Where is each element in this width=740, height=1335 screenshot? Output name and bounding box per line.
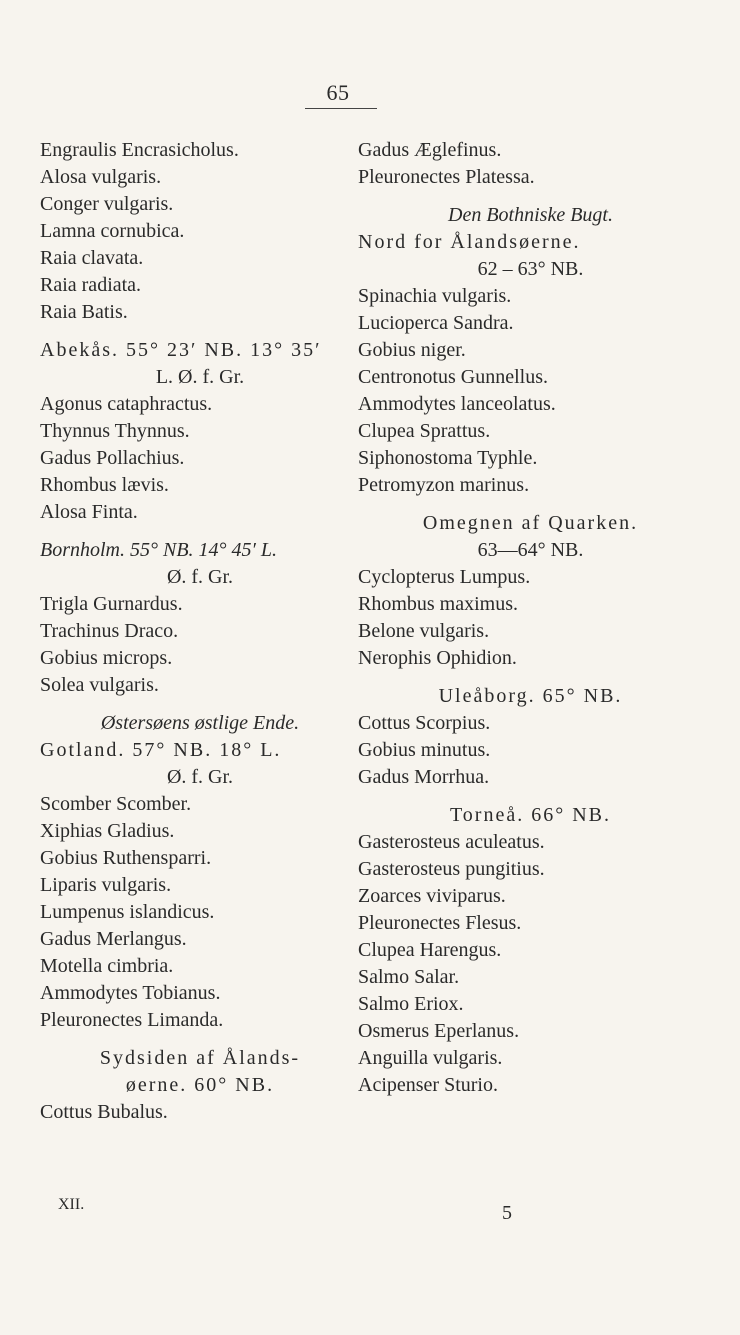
locality-heading: Sydsiden af Ålands- bbox=[99, 1047, 301, 1069]
locality-heading: 62 – 63° NB. bbox=[477, 258, 584, 280]
species-entry: Engraulis Encrasicholus. bbox=[40, 139, 239, 161]
species-entry: Cyclopterus Lumpus. bbox=[358, 566, 531, 588]
species-entry: Gobius niger. bbox=[358, 339, 466, 361]
species-entry: Alosa Finta. bbox=[40, 501, 138, 523]
species-entry: Nerophis Ophidion. bbox=[358, 647, 517, 669]
species-entry: Petromyzon marinus. bbox=[358, 474, 530, 496]
locality-heading: Ø. f. Gr. bbox=[166, 766, 234, 788]
section-gap bbox=[358, 791, 703, 802]
section-gap bbox=[358, 499, 703, 510]
species-entry: Gadus Merlangus. bbox=[40, 928, 187, 950]
section-gap bbox=[40, 326, 360, 337]
species-entry: Scomber Scomber. bbox=[40, 793, 192, 815]
signature-mark: XII. bbox=[58, 1196, 85, 1213]
locality-heading: Gotland. 57° NB. 18° L. bbox=[40, 739, 282, 761]
page-number-rule bbox=[305, 108, 377, 109]
locality-heading: Abekås. 55° 23′ NB. 13° 35′ bbox=[40, 339, 322, 361]
species-entry: Clupea Sprattus. bbox=[358, 420, 491, 442]
species-entry: Zoarces viviparus. bbox=[358, 885, 506, 907]
species-entry: Trachinus Draco. bbox=[40, 620, 179, 642]
species-entry: Cottus Bubalus. bbox=[40, 1101, 168, 1123]
species-entry: Gasterosteus pungitius. bbox=[358, 858, 545, 880]
species-entry: Trigla Gurnardus. bbox=[40, 593, 183, 615]
species-entry: Thynnus Thynnus. bbox=[40, 420, 190, 442]
locality-heading: L. Ø. f. Gr. bbox=[155, 366, 245, 388]
species-entry: Gadus Pollachius. bbox=[40, 447, 185, 469]
species-entry: Conger vulgaris. bbox=[40, 193, 174, 215]
species-entry: Alosa vulgaris. bbox=[40, 166, 162, 188]
species-entry: Acipenser Sturio. bbox=[358, 1074, 498, 1096]
species-entry: Lumpenus islandicus. bbox=[40, 901, 215, 923]
species-entry: Ammodytes lanceolatus. bbox=[358, 393, 556, 415]
species-entry: Rhombus lævis. bbox=[40, 474, 169, 496]
locality-heading: Omegnen af Quarken. bbox=[422, 512, 639, 534]
species-entry: Spinachia vulgaris. bbox=[358, 285, 512, 307]
species-entry: Gadus Æglefinus. bbox=[358, 139, 502, 161]
locality-heading: Ø. f. Gr. bbox=[166, 566, 234, 588]
section-gap bbox=[40, 526, 360, 537]
locality-heading: Østersøens østlige Ende. bbox=[100, 712, 300, 734]
species-entry: Xiphias Gladius. bbox=[40, 820, 175, 842]
species-entry: Salmo Salar. bbox=[358, 966, 460, 988]
species-entry: Anguilla vulgaris. bbox=[358, 1047, 503, 1069]
species-entry: Raia Batis. bbox=[40, 301, 128, 323]
species-entry: Ammodytes Tobianus. bbox=[40, 982, 221, 1004]
locality-heading: Den Bothniske Bugt. bbox=[448, 204, 613, 226]
species-entry: Belone vulgaris. bbox=[358, 620, 490, 642]
section-gap bbox=[358, 191, 703, 202]
page-number: 65 bbox=[326, 80, 350, 105]
section-gap bbox=[358, 672, 703, 683]
species-entry: Pleuronectes Flesus. bbox=[358, 912, 522, 934]
species-entry: Lamna cornubica. bbox=[40, 220, 185, 242]
locality-heading: øerne. 60° NB. bbox=[125, 1074, 275, 1096]
species-entry: Motella cimbria. bbox=[40, 955, 174, 977]
species-entry: Gobius minutus. bbox=[358, 739, 491, 761]
locality-heading: 63—64° NB. bbox=[477, 539, 584, 561]
species-entry: Gasterosteus aculeatus. bbox=[358, 831, 545, 853]
species-entry: Rhombus maximus. bbox=[358, 593, 519, 615]
section-gap bbox=[40, 699, 360, 710]
species-entry: Solea vulgaris. bbox=[40, 674, 159, 696]
species-entry: Agonus cataphractus. bbox=[40, 393, 213, 415]
sheet-number: 5 bbox=[502, 1202, 512, 1224]
species-entry: Osmerus Eperlanus. bbox=[358, 1020, 520, 1042]
species-entry: Salmo Eriox. bbox=[358, 993, 464, 1015]
species-entry: Centronotus Gunnellus. bbox=[358, 366, 548, 388]
locality-heading: Torneå. 66° NB. bbox=[449, 804, 611, 826]
species-entry: Gobius Ruthensparri. bbox=[40, 847, 212, 869]
species-entry: Cottus Scorpius. bbox=[358, 712, 491, 734]
species-entry: Raia radiata. bbox=[40, 274, 142, 296]
locality-heading: Nord for Ålandsøerne. bbox=[358, 231, 581, 253]
species-entry: Pleuronectes Platessa. bbox=[358, 166, 535, 188]
species-entry: Liparis vulgaris. bbox=[40, 874, 172, 896]
species-entry: Clupea Harengus. bbox=[358, 939, 502, 961]
section-gap bbox=[40, 1034, 360, 1045]
species-entry: Siphonostoma Typhle. bbox=[358, 447, 538, 469]
left-column bbox=[40, 137, 360, 1126]
species-entry: Gobius microps. bbox=[40, 647, 173, 669]
locality-heading: Uleåborg. 65° NB. bbox=[438, 685, 623, 707]
species-entry: Lucioperca Sandra. bbox=[358, 312, 514, 334]
right-column bbox=[358, 137, 703, 1099]
species-entry: Gadus Morrhua. bbox=[358, 766, 490, 788]
locality-heading: Bornholm. 55° NB. 14° 45′ L. bbox=[40, 539, 278, 561]
species-entry: Raia clavata. bbox=[40, 247, 144, 269]
species-entry: Pleuronectes Limanda. bbox=[40, 1009, 224, 1031]
